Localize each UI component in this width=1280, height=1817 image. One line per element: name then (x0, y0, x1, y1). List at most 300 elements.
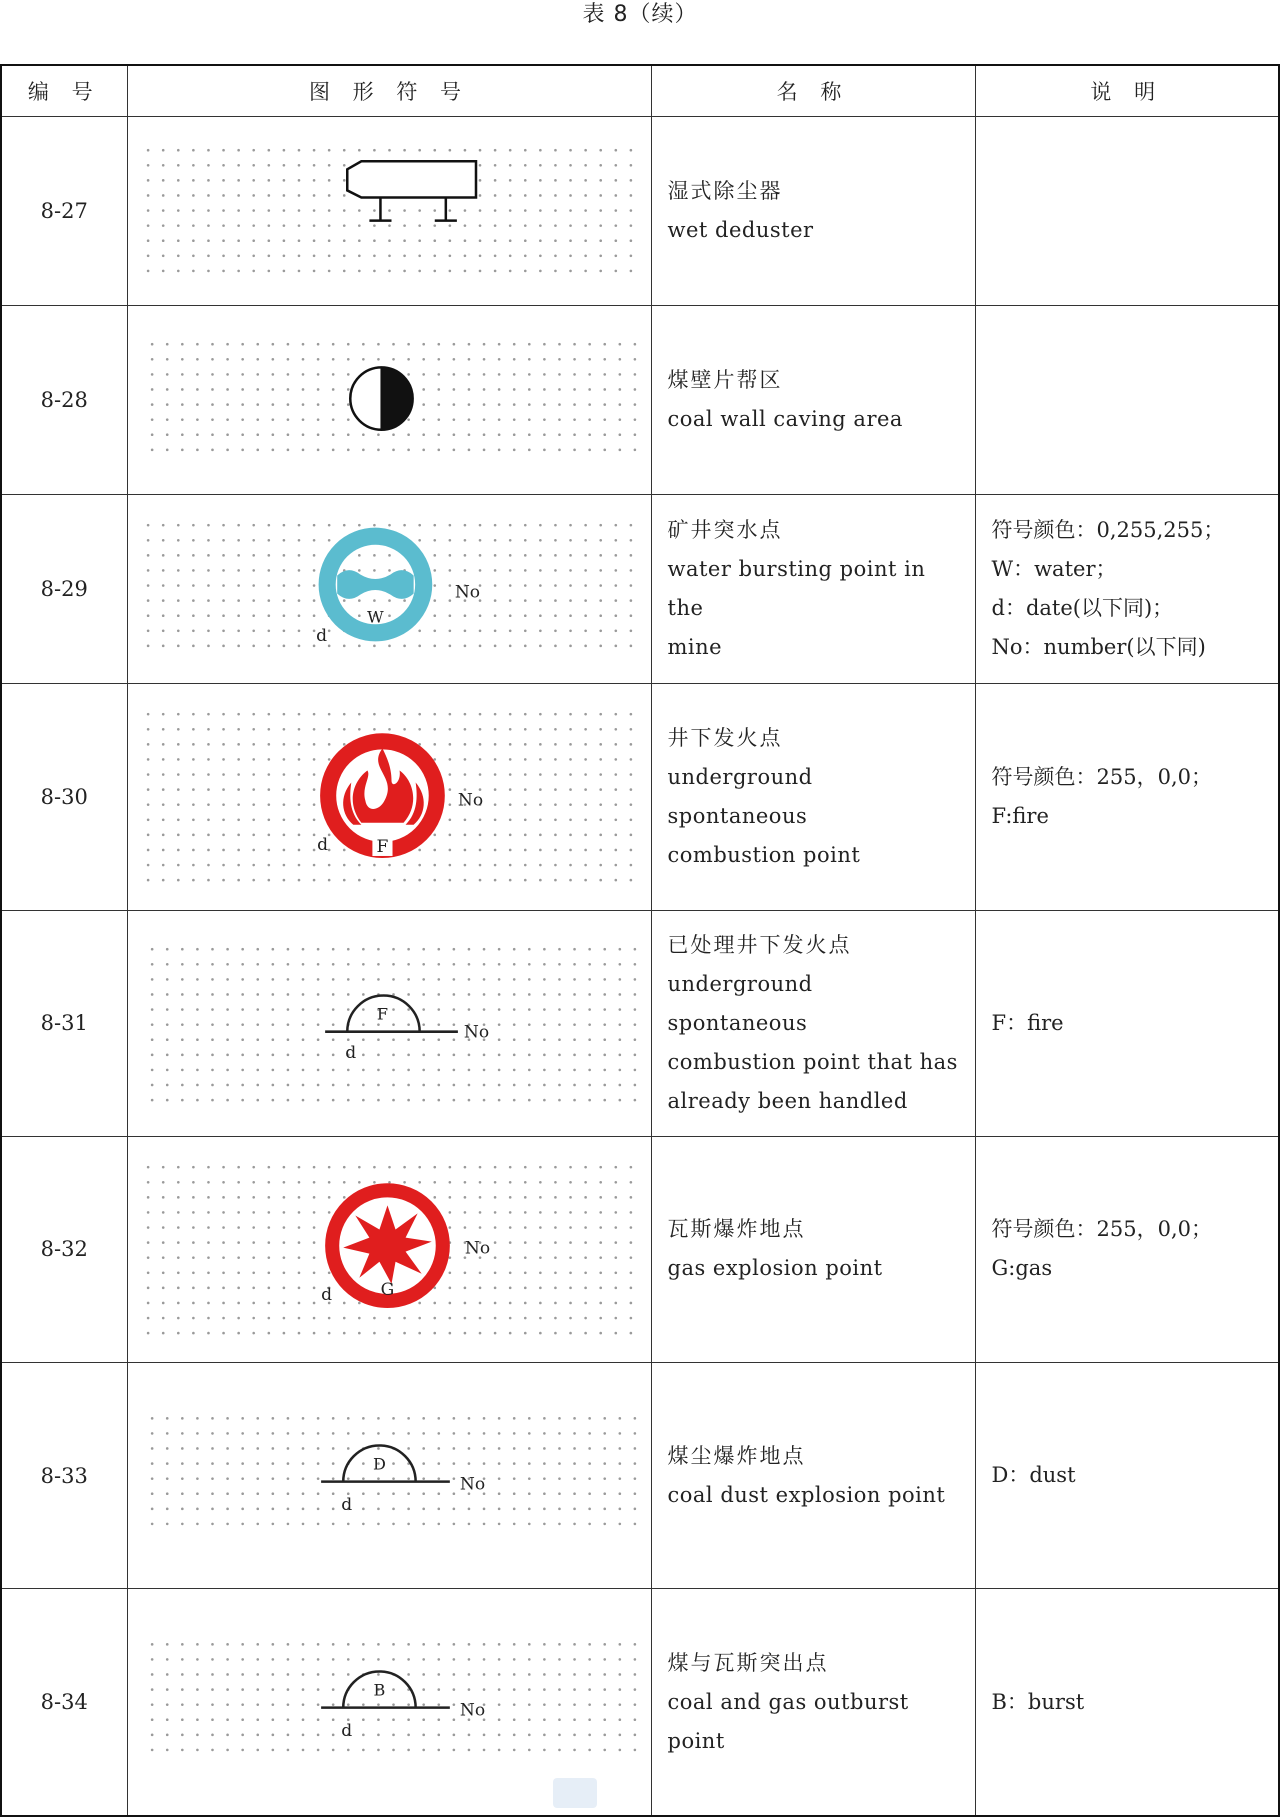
grid-dot (512, 1523, 515, 1526)
grid-dot (508, 524, 511, 527)
grid-dot (599, 758, 602, 761)
grid-dot (448, 569, 451, 572)
grid-dot (512, 947, 515, 950)
grid-dot (241, 947, 244, 950)
grid-dot (241, 343, 244, 346)
grid-dot (452, 963, 455, 966)
grid-dot (222, 599, 225, 602)
grid-dot (297, 1241, 300, 1244)
grid-dot (267, 743, 270, 746)
grid-dot (176, 819, 179, 822)
grid-dot (467, 1068, 470, 1071)
grid-dot (237, 599, 240, 602)
grid-dot (422, 343, 425, 346)
grid-dot (271, 947, 274, 950)
grid-dot (282, 239, 285, 242)
grid-dot (377, 1023, 380, 1026)
grid-dot (603, 1658, 606, 1661)
grid-dot (614, 1181, 617, 1184)
grid-dot (252, 804, 255, 807)
grid-dot (237, 209, 240, 212)
grid-dot (286, 1462, 289, 1465)
grid-dot (523, 834, 526, 837)
grid-dot (241, 1749, 244, 1752)
grid-dot (497, 1674, 500, 1677)
grid-dot (297, 1271, 300, 1274)
grid-dot (569, 864, 572, 867)
name-en: water bursting point in the (667, 557, 926, 621)
grid-dot (614, 758, 617, 761)
grid-dot (237, 164, 240, 167)
name-en: combustion point that has (667, 1049, 958, 1074)
grid-dot (633, 993, 636, 996)
grid-dot (181, 1053, 184, 1056)
grid-dot (497, 1098, 500, 1101)
grid-dot (267, 1301, 270, 1304)
grid-dot (181, 1704, 184, 1707)
grid-dot (554, 879, 557, 882)
grid-dot (267, 149, 270, 152)
grid-dot (512, 449, 515, 452)
grid-dot (543, 1038, 546, 1041)
grid-dot (543, 343, 546, 346)
grid-dot (452, 373, 455, 376)
grid-dot (327, 1332, 330, 1335)
grid-dot (301, 1674, 304, 1677)
grid-dot (286, 434, 289, 437)
grid-dot (271, 993, 274, 996)
name-en: already been handled (667, 1088, 908, 1113)
grid-dot (286, 993, 289, 996)
grid-dot (463, 1301, 466, 1304)
water-bursting-symbol (128, 495, 651, 683)
grid-dot (211, 1098, 214, 1101)
grid-dot (331, 1417, 334, 1420)
grid-dot (267, 224, 270, 227)
grid-dot (422, 1658, 425, 1661)
grid-dot (452, 993, 455, 996)
grid-dot (196, 1704, 199, 1707)
grid-dot (342, 149, 345, 152)
grid-dot (633, 1008, 636, 1011)
grid-dot (558, 343, 561, 346)
grid-dot (237, 254, 240, 257)
grid-dot (554, 864, 557, 867)
grid-dot (192, 524, 195, 527)
grid-dot (523, 1301, 526, 1304)
grid-dot (211, 343, 214, 346)
grid-dot (241, 358, 244, 361)
grid-dot (497, 1083, 500, 1086)
grid-dot (527, 1068, 530, 1071)
grid-dot (222, 758, 225, 761)
grid-dot (271, 1447, 274, 1450)
grid-dot (603, 978, 606, 981)
grid-dot (418, 149, 421, 152)
grid-dot (226, 1038, 229, 1041)
grid-dot (316, 1704, 319, 1707)
grid-dot (527, 434, 530, 437)
grid-dot (312, 179, 315, 182)
grid-dot (558, 1432, 561, 1435)
grid-dot (418, 1166, 421, 1169)
grid-dot (512, 1658, 515, 1661)
grid-dot (599, 849, 602, 852)
grid-dot (237, 879, 240, 882)
grid-dot (523, 239, 526, 242)
grid-dot (493, 615, 496, 618)
grid-dot (150, 1734, 153, 1737)
name-cn: 煤与瓦斯突出点 (667, 1650, 829, 1675)
grid-dot (286, 1523, 289, 1526)
grid-dot (614, 728, 617, 731)
grid-dot (373, 209, 376, 212)
grid-dot (599, 164, 602, 167)
grid-dot (211, 1719, 214, 1722)
grid-dot (342, 1317, 345, 1320)
grid-dot (554, 758, 557, 761)
grid-dot (161, 789, 164, 792)
grid-dot (211, 1493, 214, 1496)
grid-dot (543, 373, 546, 376)
grid-dot (282, 224, 285, 227)
grid-dot (523, 599, 526, 602)
grid-dot (327, 1166, 330, 1169)
grid-dot (584, 758, 587, 761)
grid-dot (165, 1462, 168, 1465)
grid-dot (146, 1241, 149, 1244)
grid-dot (629, 1286, 632, 1289)
grid-dot (422, 963, 425, 966)
grid-dot (211, 1038, 214, 1041)
grid-dot (226, 449, 229, 452)
grid-dot (478, 209, 481, 212)
grid-dot (327, 270, 330, 273)
grid-dot (448, 773, 451, 776)
grid-dot (301, 1658, 304, 1661)
grid-dot (252, 254, 255, 257)
no-label: No (463, 1022, 489, 1043)
grid-dot (271, 1658, 274, 1661)
grid-dot (403, 713, 406, 716)
grid-dot (482, 1643, 485, 1646)
grid-dot (297, 849, 300, 852)
grid-dot (584, 539, 587, 542)
grid-dot (301, 449, 304, 452)
grid-dot (222, 743, 225, 746)
grid-dot (407, 978, 410, 981)
grid-dot (497, 1008, 500, 1011)
grid-dot (478, 224, 481, 227)
grid-dot (523, 728, 526, 731)
grid-dot (584, 1226, 587, 1229)
grid-dot (452, 1523, 455, 1526)
grid-dot (358, 1166, 361, 1169)
grid-dot (508, 645, 511, 648)
grid-dot (256, 1477, 259, 1480)
grid-dot (150, 1462, 153, 1465)
grid-dot (297, 804, 300, 807)
grid-dot (452, 358, 455, 361)
grid-dot (222, 773, 225, 776)
grid-dot (312, 1241, 315, 1244)
grid-dot (512, 963, 515, 966)
grid-dot (407, 1023, 410, 1026)
grid-dot (467, 434, 470, 437)
grid-dot (297, 209, 300, 212)
grid-dot (437, 1658, 440, 1661)
grid-dot (403, 209, 406, 212)
grid-dot (493, 1271, 496, 1274)
grid-dot (437, 1749, 440, 1752)
grid-dot (543, 1098, 546, 1101)
grid-dot (539, 1241, 542, 1244)
grid-dot (207, 1301, 210, 1304)
grid-dot (448, 524, 451, 527)
grid-dot (237, 1256, 240, 1259)
grid-dot (165, 1689, 168, 1692)
grid-dot (377, 1038, 380, 1041)
grid-dot (256, 1068, 259, 1071)
grid-dot (584, 630, 587, 633)
grid-dot (316, 1417, 319, 1420)
grid-dot (448, 1271, 451, 1274)
grid-dot (433, 254, 436, 257)
grid-dot (497, 978, 500, 981)
grid-dot (226, 1734, 229, 1737)
grid-dot (508, 1241, 511, 1244)
grid-dot (150, 358, 153, 361)
grid-dot (603, 963, 606, 966)
grid-dot (523, 209, 526, 212)
grid-dot (161, 194, 164, 197)
grid-dot (433, 209, 436, 212)
grid-dot (467, 1734, 470, 1737)
grid-dot (512, 1493, 515, 1496)
grid-dot (207, 1196, 210, 1199)
grid-dot (478, 1211, 481, 1214)
grid-dot (388, 1181, 391, 1184)
grid-dot (161, 758, 164, 761)
grid-dot (437, 1734, 440, 1737)
grid-dot (599, 209, 602, 212)
grid-dot (256, 1008, 259, 1011)
grid-dot (618, 1719, 621, 1722)
grid-dot (211, 993, 214, 996)
grid-dot (331, 1674, 334, 1677)
grid-dot (463, 1332, 466, 1335)
grid-dot (422, 1023, 425, 1026)
grid-dot (211, 1643, 214, 1646)
grid-dot (286, 1689, 289, 1692)
grid-dot (237, 1196, 240, 1199)
grid-dot (573, 343, 576, 346)
grid-dot (463, 239, 466, 242)
grid-dot (297, 179, 300, 182)
grid-dot (222, 615, 225, 618)
grid-dot (527, 373, 530, 376)
grid-dot (237, 239, 240, 242)
grid-dot (478, 149, 481, 152)
grid-dot (165, 978, 168, 981)
grid-dot (331, 1508, 334, 1511)
grid-dot (603, 1038, 606, 1041)
grid-dot (207, 1286, 210, 1289)
grid-dot (407, 1674, 410, 1677)
grid-dot (523, 149, 526, 152)
grid-dot (407, 1083, 410, 1086)
grid-dot (629, 1226, 632, 1229)
grid-dot (618, 1098, 621, 1101)
grid-dot (331, 434, 334, 437)
grid-dot (569, 270, 572, 273)
grid-dot (286, 403, 289, 406)
grid-dot (422, 1083, 425, 1086)
grid-dot (312, 645, 315, 648)
grid-dot (358, 270, 361, 273)
grid-dot (569, 1181, 572, 1184)
grid-dot (146, 1256, 149, 1259)
grid-dot (482, 1734, 485, 1737)
grid-dot (497, 418, 500, 421)
grid-dot (241, 1023, 244, 1026)
grid-dot (377, 963, 380, 966)
grid-dot (633, 1083, 636, 1086)
grid-dot (467, 978, 470, 981)
grid-dot (508, 239, 511, 242)
grid-dot (539, 599, 542, 602)
grid-dot (527, 1689, 530, 1692)
grid-dot (543, 1523, 546, 1526)
grid-dot (176, 209, 179, 212)
grid-dot (403, 728, 406, 731)
grid-dot (478, 849, 481, 852)
grid-dot (176, 179, 179, 182)
grid-dot (226, 434, 229, 437)
grid-dot (176, 1196, 179, 1199)
grid-dot (558, 1674, 561, 1677)
grid-dot (603, 1023, 606, 1026)
grid-dot (599, 194, 602, 197)
grid-dot (207, 1271, 210, 1274)
grid-dot (422, 1749, 425, 1752)
grid-dot (569, 1286, 572, 1289)
grid-dot (493, 1241, 496, 1244)
grid-dot (392, 1417, 395, 1420)
grid-dot (437, 1523, 440, 1526)
grid-dot (493, 630, 496, 633)
grid-dot (207, 630, 210, 633)
grid-dot (388, 728, 391, 731)
table-row (1, 1363, 1279, 1589)
grid-dot (256, 418, 259, 421)
grid-dot (508, 194, 511, 197)
grid-dot (196, 978, 199, 981)
grid-dot (452, 1008, 455, 1011)
grid-dot (222, 1166, 225, 1169)
grid-dot (569, 849, 572, 852)
grid-dot (192, 1301, 195, 1304)
grid-dot (192, 149, 195, 152)
grid-dot (165, 1508, 168, 1511)
grid-dot (452, 1447, 455, 1450)
grid-dot (237, 1241, 240, 1244)
grid-dot (523, 743, 526, 746)
grid-dot (192, 554, 195, 557)
grid-dot (297, 773, 300, 776)
grid-dot (603, 1068, 606, 1071)
grid-dot (508, 1226, 511, 1229)
grid-dot (252, 599, 255, 602)
grid-dot (543, 947, 546, 950)
dot-grid (150, 947, 635, 1100)
grid-dot (331, 388, 334, 391)
grid-dot (448, 224, 451, 227)
grid-dot (467, 373, 470, 376)
grid-dot (407, 1098, 410, 1101)
grid-dot (482, 1447, 485, 1450)
grid-dot (207, 713, 210, 716)
grid-dot (282, 1317, 285, 1320)
grid-dot (267, 1241, 270, 1244)
grid-dot (211, 388, 214, 391)
grid-dot (150, 1719, 153, 1722)
grid-dot (493, 743, 496, 746)
grid-dot (558, 434, 561, 437)
grid-dot (614, 1196, 617, 1199)
grid-dot (418, 209, 421, 212)
grid-dot (527, 343, 530, 346)
grid-dot (282, 1211, 285, 1214)
grid-dot (267, 1256, 270, 1259)
grid-dot (301, 1508, 304, 1511)
grid-dot (523, 819, 526, 822)
grid-dot (342, 270, 345, 273)
grid-dot (146, 758, 149, 761)
grid-dot (539, 584, 542, 587)
grid-dot (467, 1098, 470, 1101)
grid-dot (176, 149, 179, 152)
grid-dot (342, 1196, 345, 1199)
grid-dot (271, 1477, 274, 1480)
grid-dot (482, 1523, 485, 1526)
grid-dot (181, 963, 184, 966)
grid-dot (346, 1083, 349, 1086)
grid-dot (527, 1658, 530, 1661)
grid-dot (161, 630, 164, 633)
grid-dot (599, 179, 602, 182)
grid-dot (588, 978, 591, 981)
grid-dot (267, 630, 270, 633)
grid-dot (629, 149, 632, 152)
grid-dot (497, 343, 500, 346)
grid-dot (301, 1038, 304, 1041)
grid-dot (181, 434, 184, 437)
grid-dot (452, 1462, 455, 1465)
grid-dot (176, 524, 179, 527)
grid-dot (146, 239, 149, 242)
grid-dot (599, 1317, 602, 1320)
grid-dot (588, 434, 591, 437)
grid-dot (422, 1643, 425, 1646)
grid-dot (482, 1658, 485, 1661)
grid-dot (316, 1643, 319, 1646)
grid-dot (226, 1689, 229, 1692)
grid-dot (584, 239, 587, 242)
grid-dot (482, 1674, 485, 1677)
grid-dot (539, 524, 542, 527)
grid-dot (508, 1211, 511, 1214)
